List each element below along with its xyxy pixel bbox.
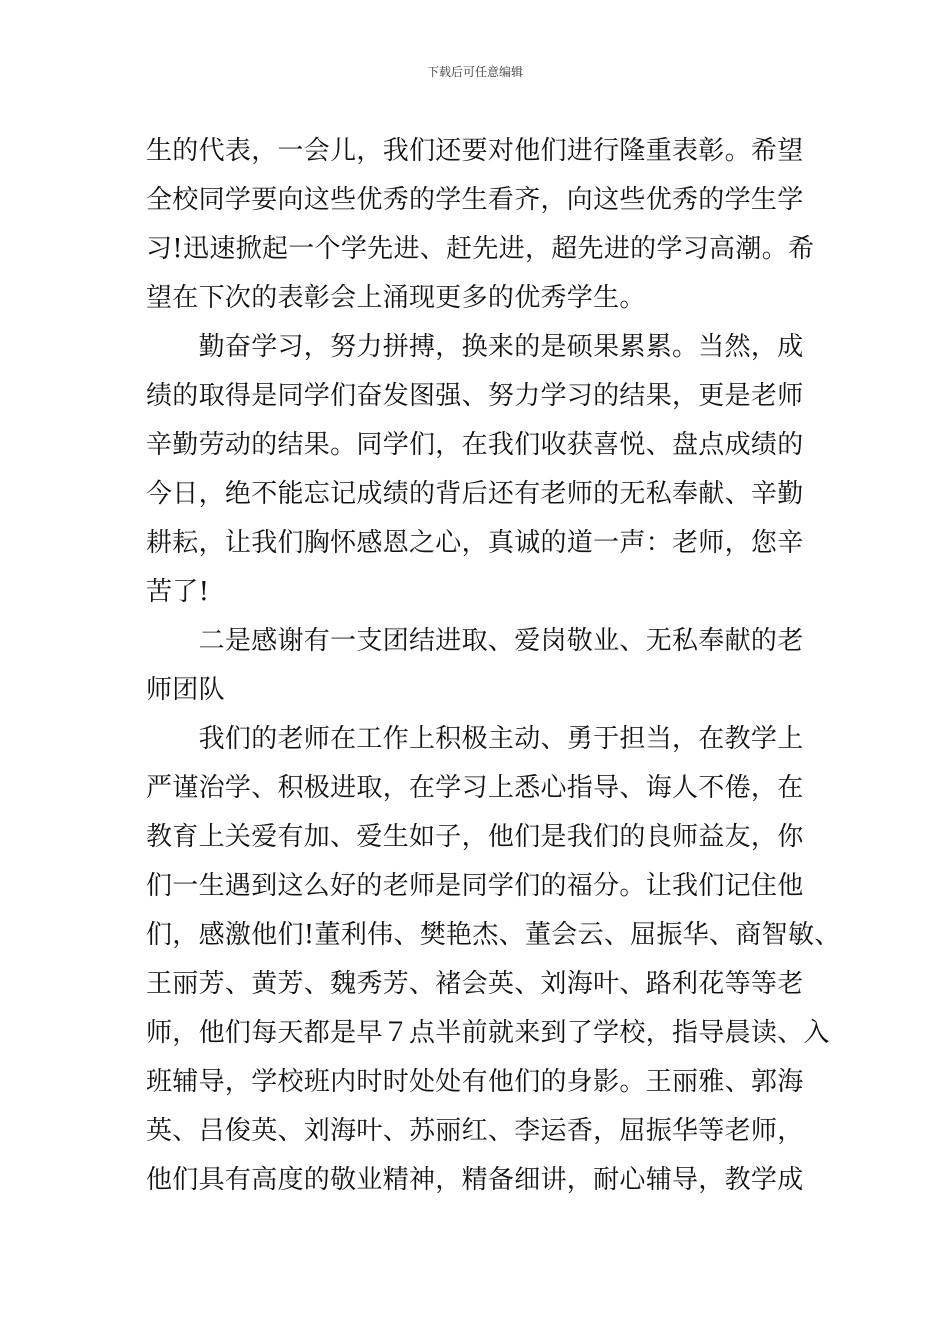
text-line: 师团队 [146,675,225,705]
text-line: 二是感谢有一支团结进取、爱岗敬业、无私奉献的老 [146,626,804,656]
text-line: 勤奋学习，努力拼搏，换来的是硕果累累。当然，成 [146,332,804,362]
text-line: 王丽芳、黄芳、魏秀芳、褚会英、刘海叶、路利花等等老 [146,969,804,999]
text-line: 生的代表，一会儿，我们还要对他们进行隆重表彰。希望 [146,136,804,166]
text-line: 习!迅速掀起一个学先进、赶先进，超先进的学习高潮。希 [146,234,815,264]
text-line: 绩的取得是同学们奋发图强、努力学习的结果，更是老师 [146,381,804,411]
text-line: 耕耘，让我们胸怀感恩之心，真诚的道一声：老师，您辛 [146,528,804,558]
text-line: 他们具有高度的敬业精神，精备细讲，耐心辅导，教学成 [146,1165,804,1195]
text-line: 们，感激他们!董利伟、樊艳杰、董会云、屈振华、商智敏、 [146,920,841,950]
page-header-note: 下载后可任意编辑 [426,65,523,79]
text-line: 英、吕俊英、刘海叶、苏丽红、李运香，屈振华等老师， [146,1116,804,1146]
text-line: 望在下次的表彰会上涌现更多的优秀学生。 [146,283,646,313]
text-line: 辛勤劳动的结果。同学们，在我们收获喜悦、盘点成绩的 [146,430,804,460]
text-line: 们一生遇到这么好的老师是同学们的福分。让我们记住他 [146,871,804,901]
document-body [146,127,841,1205]
text-line: 今日，绝不能忘记成绩的背后还有老师的无私奉献、辛勤 [146,479,804,509]
text-line: 苦了! [146,577,210,607]
text-line: 严谨治学、积极进取，在学习上悉心指导、诲人不倦，在 [146,773,804,803]
text-line: 教育上关爱有加、爱生如子，他们是我们的良师益友，你 [146,822,804,852]
text-line: 我们的老师在工作上积极主动、勇于担当，在教学上 [146,724,804,754]
text-line: 班辅导，学校班内时时处处有他们的身影。王丽雅、郭海 [146,1067,804,1097]
text-line: 全校同学要向这些优秀的学生看齐，向这些优秀的学生学 [146,185,804,215]
text-line: 师，他们每天都是早７点半前就来到了学校，指导晨读、入 [146,1018,830,1048]
